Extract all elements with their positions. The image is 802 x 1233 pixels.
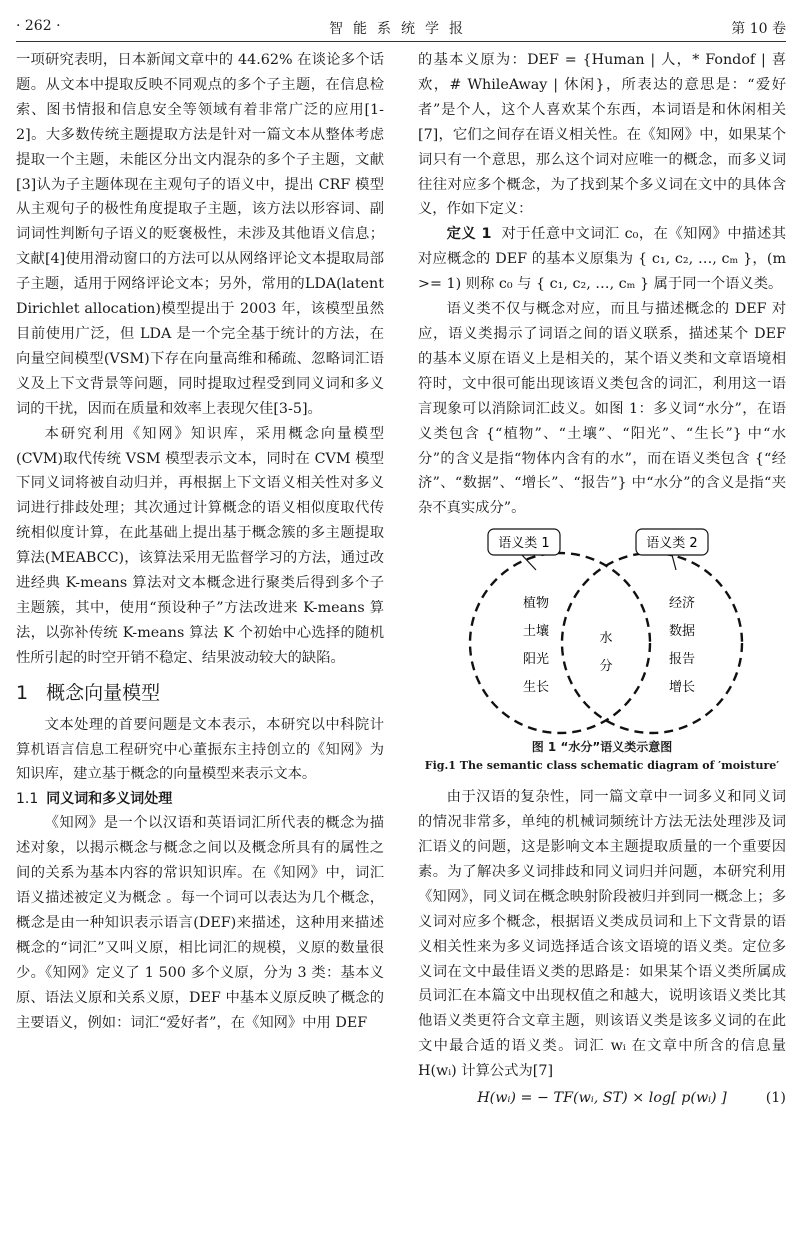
intro-paragraph-2: 本研究利用《知网》知识库，采用概念向量模型(CVM)取代传统 VSM 模型表示文本，同时在 CVM 模型下同义词将被自动归并，再根据上下文语义相关性对多义词进行排歧处理；其次通过计算概念的语义相似度取代传统相似度计算，在此基础上提出基于概念簇的多主题提取算法(MEABCC)，该算法采用无监督学习的方法，通过改进经典 K-means 算法对文本概念进行聚类后得到多个子主题簇，其中，使用“预设种子”方法改进来 K-means 算法，以弥补传统 K-means 算法 K 个初始中心选择的随机性所引起的时空开销不稳定、结果波动较大的缺陷。 (16, 425, 384, 666)
venn-diagram (418, 525, 786, 737)
def-paragraph-cont: 的基本义原为：DEF = {Human | 人，* Fondof | 喜欢，# WhileAway | 休闲}，所表达的意思是：“爱好者”是个人，这个人喜欢某个东西，本词语是和休闲相关[7]，它们之间存在语义相关性。在《知网》中，如果某个词只有一个意思，那么这个词对应唯一的概念，而多义词往往对应多个概念，为了找到某个多义词在文中的具体含义，作如下定义： (418, 52, 786, 218)
page-number: · 262 · (16, 18, 61, 34)
definition-text: 对于任意中文词汇 c₀，在《知网》中描述其对应概念的 DEF 的基本义原集为 { c₁, c₂, …, cₘ }，(m >= 1) 则称 c₀ 与 { c₁, c₂, …, cₘ } 属于同一个语义类。 (418, 226, 787, 293)
volume-label: 第 10 卷 (731, 21, 786, 37)
section-heading-1 (16, 679, 384, 707)
running-header (16, 14, 786, 40)
figure-caption-en: Fig.1 The semantic class schematic diagram of ′moisture′ (424, 759, 780, 773)
definition-label: 定义 1 (446, 226, 492, 243)
intro-paragraph-cont: 一项研究表明，日本新闻文章中的 44.62% 在谈论多个话题。从文本中提取反映不同观点的多个子主题，在信息检索、图书情报和信息安全等领域有着非常广泛的应用[1-2]。大多数传统主题提取方法是针对一篇文本从整体考虑提取一个主题，未能区分出文内混杂的多个子主题，文献[3]认为子主题体现在主观句子的语义中，提出 CRF 模型从主观句子的极性角度提取子主题，该方法以形容词、副词词性判断句子语义的贬褒极性，未涉及其他语义信息；文献[4]使用滑动窗口的方法可以从网络评论文本提取局部子主题，适用于网络评论文本；另外，常用的LDA(latent Dirichlet allocation)模型提出于 2003 年，该模型虽然目前使用广泛，但 LDA 是一个完全基于统计的方法，在向量空间模型(VSM)下存在向量高维和稀疏、忽略词汇语义及上下文背景等问题，同时提取过程受到同义词和多义词的干扰，因而在质量和效率上表现欠佳[3-5]。 (16, 52, 384, 417)
class-1-word-0: 植物 (522, 596, 550, 612)
semantic-class-1-circle (470, 553, 650, 733)
subsection-title: 同义词和多义词处理 (46, 791, 173, 808)
figure-caption-cn: 图 1 “水分”语义类示意图 (531, 740, 673, 755)
section-number: 1 (16, 681, 29, 704)
class-2-word-3: 增长 (668, 680, 696, 696)
definition-1 (418, 222, 786, 297)
subsection-heading-1-1 (16, 787, 384, 811)
journal-title: 智能系统学报 (329, 21, 473, 37)
figure-1 (418, 525, 786, 737)
left-column (16, 48, 384, 1036)
semantic-class-paragraph: 语义类不仅与概念对应，而且与描述概念的 DEF 对应，语义类揭示了词语之间的语义联系，描述某个 DEF 的基本义原在语义上是相关的，某个语义类和文章语境相符时，文中很可能出现该语义类包含的词汇，利用这一语言现象可以消除词汇歧义。如图 1：多义词“水分”，在语义类包含 {“植物”、“土壤”、“阳光”、“生长”} 中“水分”的含义是指“物体内含有的水”，而在语义类包含 {“经济”、“数据”、“增长”、“报告”} 中“水分”的含义是指“夹杂不真实成分”。 (418, 301, 786, 517)
disambiguation-paragraph: 由于汉语的复杂性，同一篇文章中一词多义和同义词的情况非常多，单纯的机械词频统计方法无法处理涉及词汇语义的问题，这是影响文本主题提取质量的一个重要因素。为了解决多义词排歧和同义词归并问题，本研究利用《知网》，同义词在概念映射阶段被归并到同一概念上；多义词对应多个概念，根据语义类成员词和上下文背景的语义相关性来为多义词选择适合该文语境的语义类。定位多义词在文中最佳语义类的思路是：如果某个语义类所属成员词汇在本篇文中出现权值之和越大，说明该语义类比其他语义类更符合文章主题，则该语义类是该多义词的在此文中最合适的语义类。词汇 wᵢ 在文章中所含的信息量 H(wᵢ) 计算公式为[7] (418, 789, 786, 1080)
right-column (418, 48, 786, 1111)
section-title: 概念向量模型 (46, 681, 161, 704)
shared-word-1: 分 (599, 659, 613, 675)
formula-number: (1) (765, 1090, 786, 1107)
header-rule (16, 41, 786, 42)
semantic-class-2-circle (562, 553, 742, 733)
class-2-word-1: 数据 (668, 624, 696, 640)
class-1-word-2: 阳光 (522, 652, 550, 668)
label-2-pointer (672, 555, 676, 570)
hownet-paragraph: 《知网》是一个以汉语和英语词汇所代表的概念为描述对象，以揭示概念与概念之间以及概念所具有的属性之间的关系为基本内容的常识知识库。在《知网》中，词汇语义描述被定义为概念 。每一个词可以表达为几个概念，概念是由一种知识表示语言(DEF)来描述，这种用来描述概念的“词汇”又叫义原，相比词汇的规模，义原的数量很少。《知网》定义了 1 500 多个义原，分为 3 类：基本义原、语法义原和关系义原，DEF 中基本义原反映了概念的主要语义，例如：词汇“爱好者”，在《知网》中用 DEF (16, 815, 384, 1031)
section-1-paragraph: 文本处理的首要问题是文本表示，本研究以中科院计算机语言信息工程研究中心董振东主持创立的《知网》为知识库，建立基于概念的向量模型来表示文本。 (16, 716, 384, 783)
shared-word-0: 水 (599, 631, 613, 647)
semantic-class-1-label: 语义类 1 (498, 536, 550, 552)
semantic-class-2-label: 语义类 2 (646, 536, 698, 552)
formula-1 (418, 1086, 786, 1111)
class-1-word-1: 土壤 (522, 624, 550, 640)
class-2-word-2: 报告 (668, 652, 696, 668)
subsection-number: 1.1 (16, 791, 39, 808)
class-2-word-0: 经济 (668, 596, 696, 612)
class-1-word-3: 生长 (522, 680, 550, 696)
formula-text: H(wᵢ) = − TF(wᵢ, ST) × log[ p(wᵢ) ] (477, 1090, 727, 1107)
